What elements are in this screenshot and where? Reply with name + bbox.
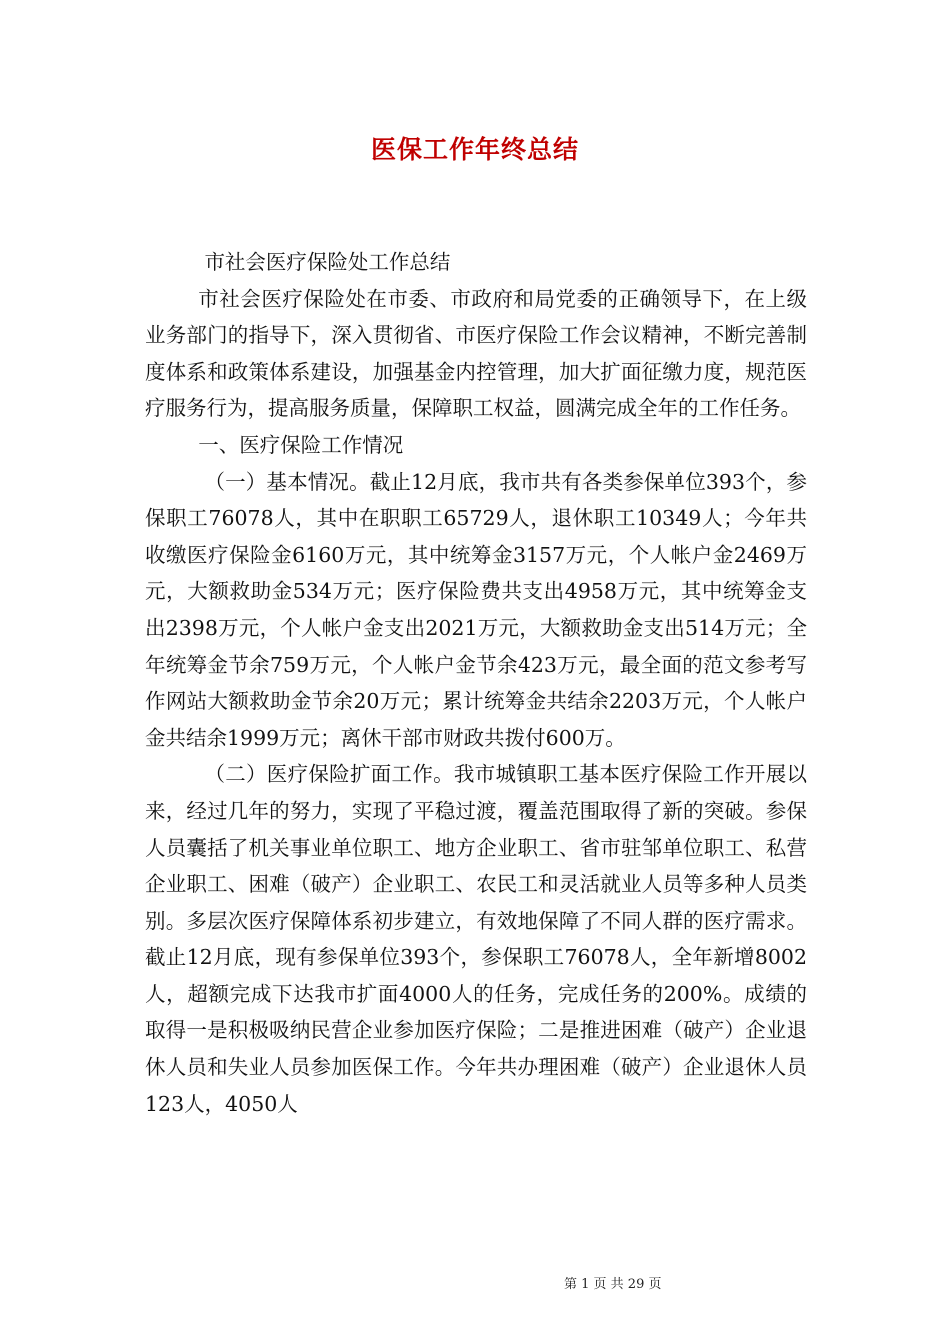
section-heading: 一、医疗保险工作情况 [198, 432, 404, 457]
document-title: 医保工作年终总结 [370, 135, 579, 164]
page-number: 第 1 页 共 29 页 [564, 1277, 662, 1292]
paragraph-intro: 市社会医疗保险处在市委、市政府和局党委的正确领导下，在上级业务部门的指导下，深入贯彻省、市医疗保险工作会议精神，不断完善制度体系和政策体系建设，加强基金内控管理，加大扩面征缴力度，规范医疗服务行为，提高服务质量，保障职工权益，圆满完成全年的工作任务。 [145, 286, 807, 421]
document-body [145, 244, 807, 1122]
document-subtitle: 市社会医疗保险处工作总结 [204, 250, 451, 274]
paragraph-basic-situation: （一）基本情况。截止12月底，我市共有各类参保单位393个，参保职工76078人，其中在职职工65729人，退休职工10349人；今年共收缴医疗保险金6160万元，其中统筹金3157万元，个人帐户金2469万元，大额救助金534万元；医疗保险费共支出4958万元，其中统筹金支出2398万元，个人帐户金支出2021万元，大额救助金支出514万元；全年统筹金节余759万元，个人帐户金节余423万元，最全面的范文参考写作网站大额救助金节余20万元；累计统筹金共结余2203万元，个人帐户金共结余1999万元；离休干部市财政共拨付600万。 [145, 469, 807, 750]
paragraph-coverage-expansion: （二）医疗保险扩面工作。我市城镇职工基本医疗保险工作开展以来，经过几年的努力，实现了平稳过渡，覆盖范围取得了新的突破。参保人员囊括了机关事业单位职工、地方企业职工、省市驻邹单位职工、私营企业职工、困难（破产）企业职工、农民工和灵活就业人员等多种人员类别。多层次医疗保障体系初步建立，有效地保障了不同人群的医疗需求。截止12月底，现有参保单位393个，参保职工76078人，全年新增8002人，超额完成下达我市扩面4000人的任务，完成任务的200%。成绩的取得一是积极吸纳民营企业参加医疗保险；二是推进困难（破产）企业退休人员和失业人员参加医保工作。今年共办理困难（破产）企业退休人员123人，4050人 [145, 762, 807, 1116]
